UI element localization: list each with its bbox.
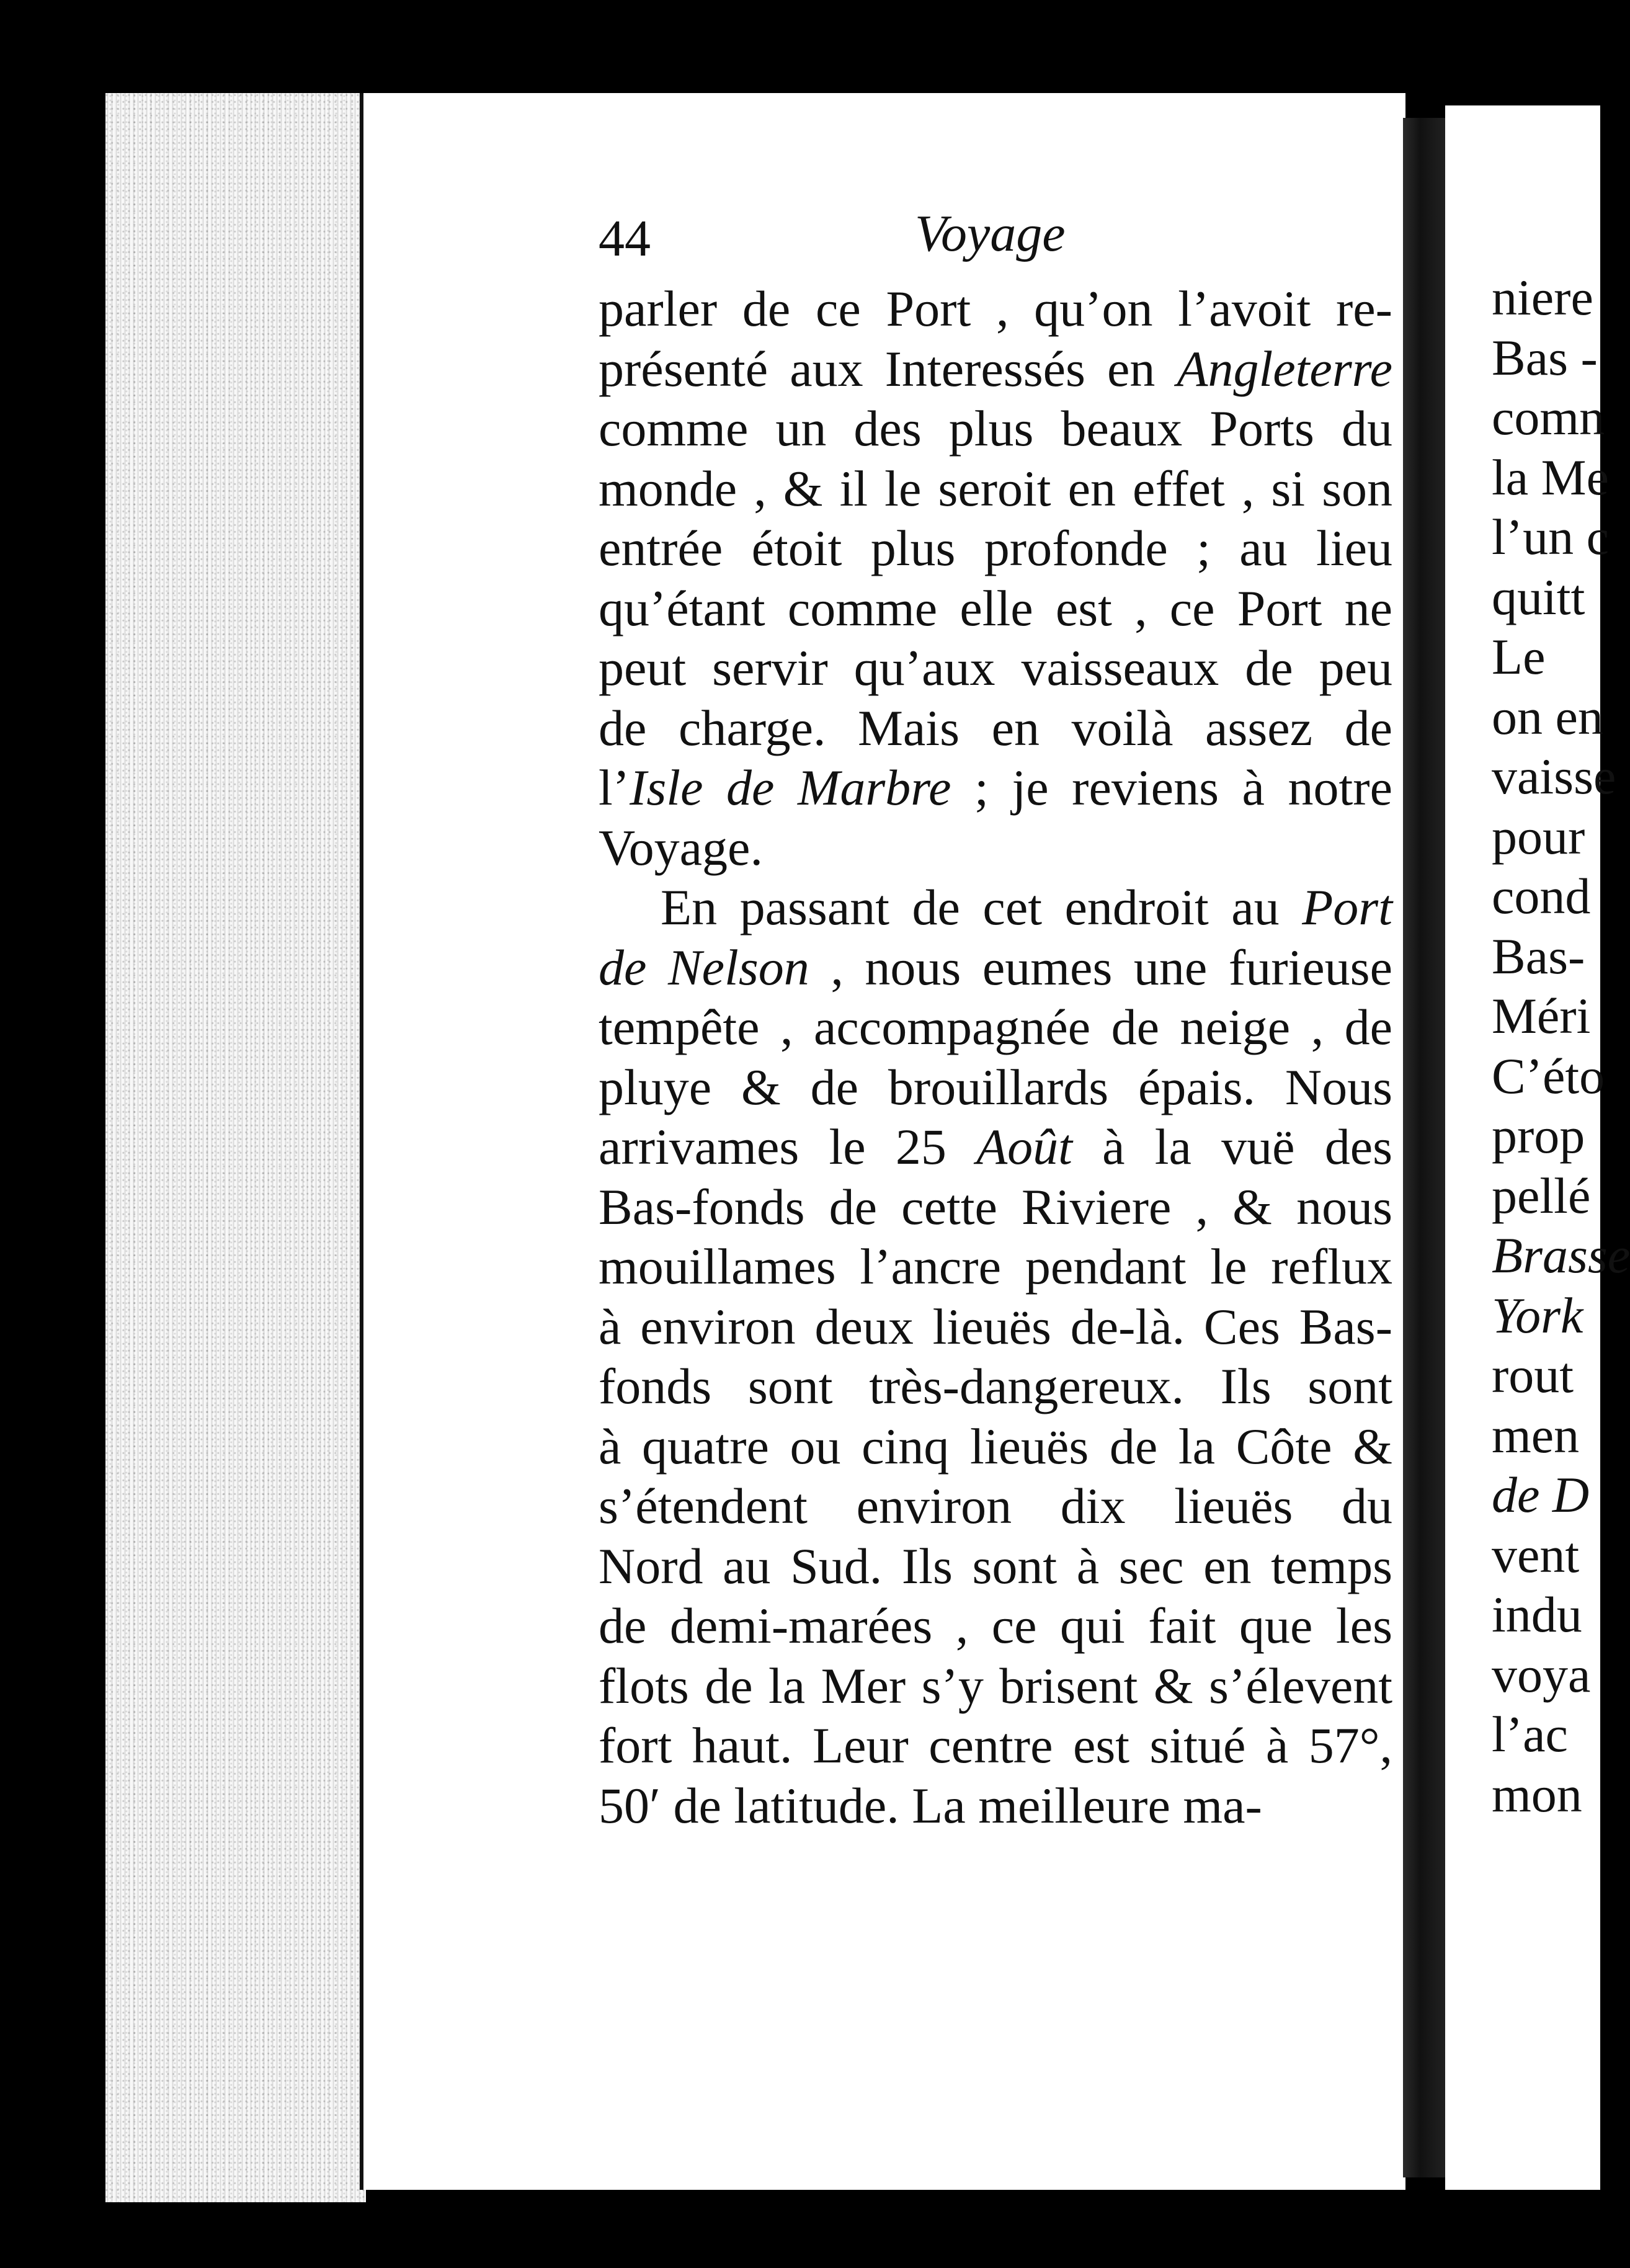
text-line [599, 1716, 1392, 1776]
text-line [599, 699, 1392, 759]
text-line [599, 1417, 1392, 1477]
book-gutter [1403, 118, 1446, 2177]
text-span: de charge. Mais en voilà assez de [599, 699, 1392, 756]
text-line [599, 519, 1392, 579]
text-line [599, 1117, 1392, 1177]
fragment-line: on en [1492, 688, 1603, 745]
text-span: 50′ de latitude. La meilleure ma- [599, 1777, 1262, 1834]
text-span: ; je reviens à notre [951, 759, 1392, 816]
text-line [599, 1237, 1392, 1297]
text-span: peut servir qu’aux vaisseaux de peu [599, 640, 1392, 696]
page-number: 44 [599, 210, 651, 267]
fragment-line: indu [1492, 1586, 1582, 1643]
fragment-line: comn [1492, 389, 1605, 445]
text-line [599, 1058, 1392, 1118]
text-line [599, 1357, 1392, 1417]
text-line [599, 638, 1392, 699]
text-line [599, 758, 1392, 818]
text-span: pluye & de brouillards épais. Nous [599, 1058, 1392, 1115]
fragment-line: niere [1492, 269, 1593, 326]
text-line [599, 1596, 1392, 1656]
text-span: l’ [599, 759, 630, 816]
text-span: fort haut. Leur centre est situé à 57°, [599, 1717, 1392, 1774]
text-line [599, 579, 1392, 639]
text-span: à environ deux lieuës de-là. Ces Bas- [599, 1298, 1392, 1355]
italic-phrase: Août [976, 1118, 1072, 1175]
italic-phrase: Isle de Marbre [630, 759, 951, 816]
text-line [599, 878, 1392, 938]
fragment-line: la Me [1492, 449, 1609, 506]
text-span: de demi-marées , ce qui fait que les [599, 1597, 1392, 1654]
page-edges [105, 93, 366, 2202]
fragment-line: pour [1492, 808, 1585, 865]
text-line [599, 1297, 1392, 1357]
text-line [599, 1537, 1392, 1597]
left-page-text [599, 205, 1392, 1836]
fragment-line: l’un c [1492, 509, 1609, 565]
fragment-line: prop [1492, 1107, 1585, 1164]
text-span: à quatre ou cinq lieuës de la Côte & [599, 1418, 1392, 1475]
fragment-line: York [1492, 1287, 1583, 1344]
italic-phrase: Angleterre [1177, 340, 1392, 397]
fragment-line: pellé [1492, 1167, 1591, 1224]
text-span: Bas-fonds de cette Riviere , & nous [599, 1178, 1392, 1235]
fragment-line: Brasse [1492, 1227, 1630, 1284]
text-span: entrée étoit plus profonde ; au lieu [599, 520, 1392, 576]
text-span: qu’étant comme elle est , ce Port ne [599, 579, 1392, 636]
fragment-line: voya [1492, 1646, 1591, 1703]
text-span: parler de ce Port , qu’on l’avoit re- [599, 280, 1392, 337]
text-line [599, 279, 1392, 339]
text-span: s’étendent environ dix lieuës du [599, 1478, 1392, 1534]
page-header [599, 205, 1392, 279]
text-line [599, 459, 1392, 519]
right-page-text-fragment [1492, 268, 1630, 1824]
italic-phrase: de Nelson [599, 939, 809, 996]
text-span: à la vuë des [1072, 1118, 1393, 1175]
running-head: Voyage [915, 205, 1066, 262]
text-span: arrivames le 25 [599, 1118, 977, 1175]
fragment-line: mon [1492, 1766, 1582, 1823]
text-line [599, 339, 1392, 400]
text-span: Voyage. [599, 819, 763, 876]
fragment-line: Bas - [1492, 329, 1598, 386]
fragment-line: cond [1492, 868, 1591, 924]
text-line [599, 938, 1392, 998]
fragment-line: C’éto [1492, 1047, 1605, 1104]
body-text [599, 279, 1392, 1836]
fragment-line: l’ac [1492, 1706, 1568, 1762]
text-span: comme un des plus beaux Ports du [599, 400, 1392, 457]
text-line [599, 818, 1392, 878]
text-line [599, 399, 1392, 459]
text-span: , nous eumes une furieuse [809, 939, 1392, 996]
text-span: présenté aux Interessés en [599, 340, 1177, 397]
italic-phrase: Port [1302, 879, 1392, 935]
text-span: tempête , accompagnée de neige , de [599, 999, 1392, 1055]
fragment-line: quitt [1492, 568, 1585, 625]
text-span: Nord au Sud. Ils sont à sec en temps [599, 1537, 1392, 1594]
text-line [599, 998, 1392, 1058]
fragment-line: Le [1492, 628, 1546, 685]
text-line [599, 1476, 1392, 1537]
text-span: mouillames l’ancre pendant le reflux [599, 1238, 1392, 1295]
fragment-line: vaisse [1492, 748, 1616, 805]
text-span: fonds sont très-dangereux. Ils sont [599, 1358, 1392, 1414]
fragment-line: men [1492, 1406, 1580, 1463]
text-span: En passant de cet endroit au [661, 879, 1303, 935]
fragment-line: rout [1492, 1347, 1574, 1403]
fragment-line: vent [1492, 1526, 1580, 1583]
text-span: flots de la Mer s’y brisent & s’élevent [599, 1657, 1392, 1714]
fragment-line: Méri [1492, 988, 1591, 1044]
text-line [599, 1776, 1392, 1836]
text-line [599, 1656, 1392, 1717]
text-span: monde , & il le seroit en effet , si son [599, 460, 1392, 517]
fragment-line: Bas- [1492, 927, 1585, 984]
fragment-line: de D [1492, 1467, 1590, 1523]
text-line [599, 1177, 1392, 1238]
